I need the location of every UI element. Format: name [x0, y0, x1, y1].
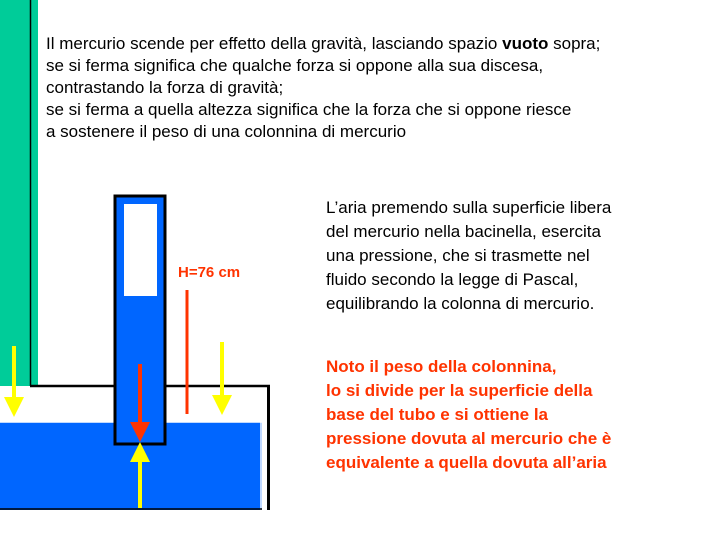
air-line-3: una pressione, che si trasmette nel — [326, 246, 590, 265]
intro-line-5: a sostenere il peso di una colonnina di mercurio — [46, 122, 407, 141]
height-label: H=76 cm — [178, 264, 241, 281]
vacuum-space — [124, 204, 157, 296]
air-line-1: L’aria premendo sulla superficie libera — [326, 198, 612, 217]
mercury-line-4: pressione dovuta al mercurio che è — [326, 429, 612, 448]
intro-line-3: contrastando la forza di gravità; — [46, 78, 284, 97]
intro-line-2: se si ferma significa che qualche forza si oppone alla sua discesa, — [46, 56, 544, 75]
air-line-5: equilibrando la colonna di mercurio. — [326, 294, 595, 313]
mercury-line-2: lo si divide per la superficie della — [326, 381, 593, 400]
mercury-explanation — [326, 355, 726, 475]
air-line-4: fluido secondo la legge di Pascal, — [326, 270, 579, 289]
intro-text — [46, 33, 726, 143]
mercury-line-1: Noto il peso della colonnina, — [326, 357, 557, 376]
intro-line-1: Il mercurio scende per effetto della gravità, lasciando spazio vuoto sopra; — [46, 34, 601, 53]
mercury-line-3: base del tubo e si ottiene la — [326, 405, 548, 424]
air-column — [0, 0, 38, 420]
air-explanation — [326, 196, 726, 316]
mercury-line-5: equivalente a quella dovuta all’aria — [326, 453, 607, 472]
air-line-2: del mercurio nella bacinella, esercita — [326, 222, 601, 241]
intro-line-4: se si ferma a quella altezza significa che la forza che si oppone riesce — [46, 100, 572, 119]
intro-vuoto-bold: vuoto — [502, 34, 549, 53]
